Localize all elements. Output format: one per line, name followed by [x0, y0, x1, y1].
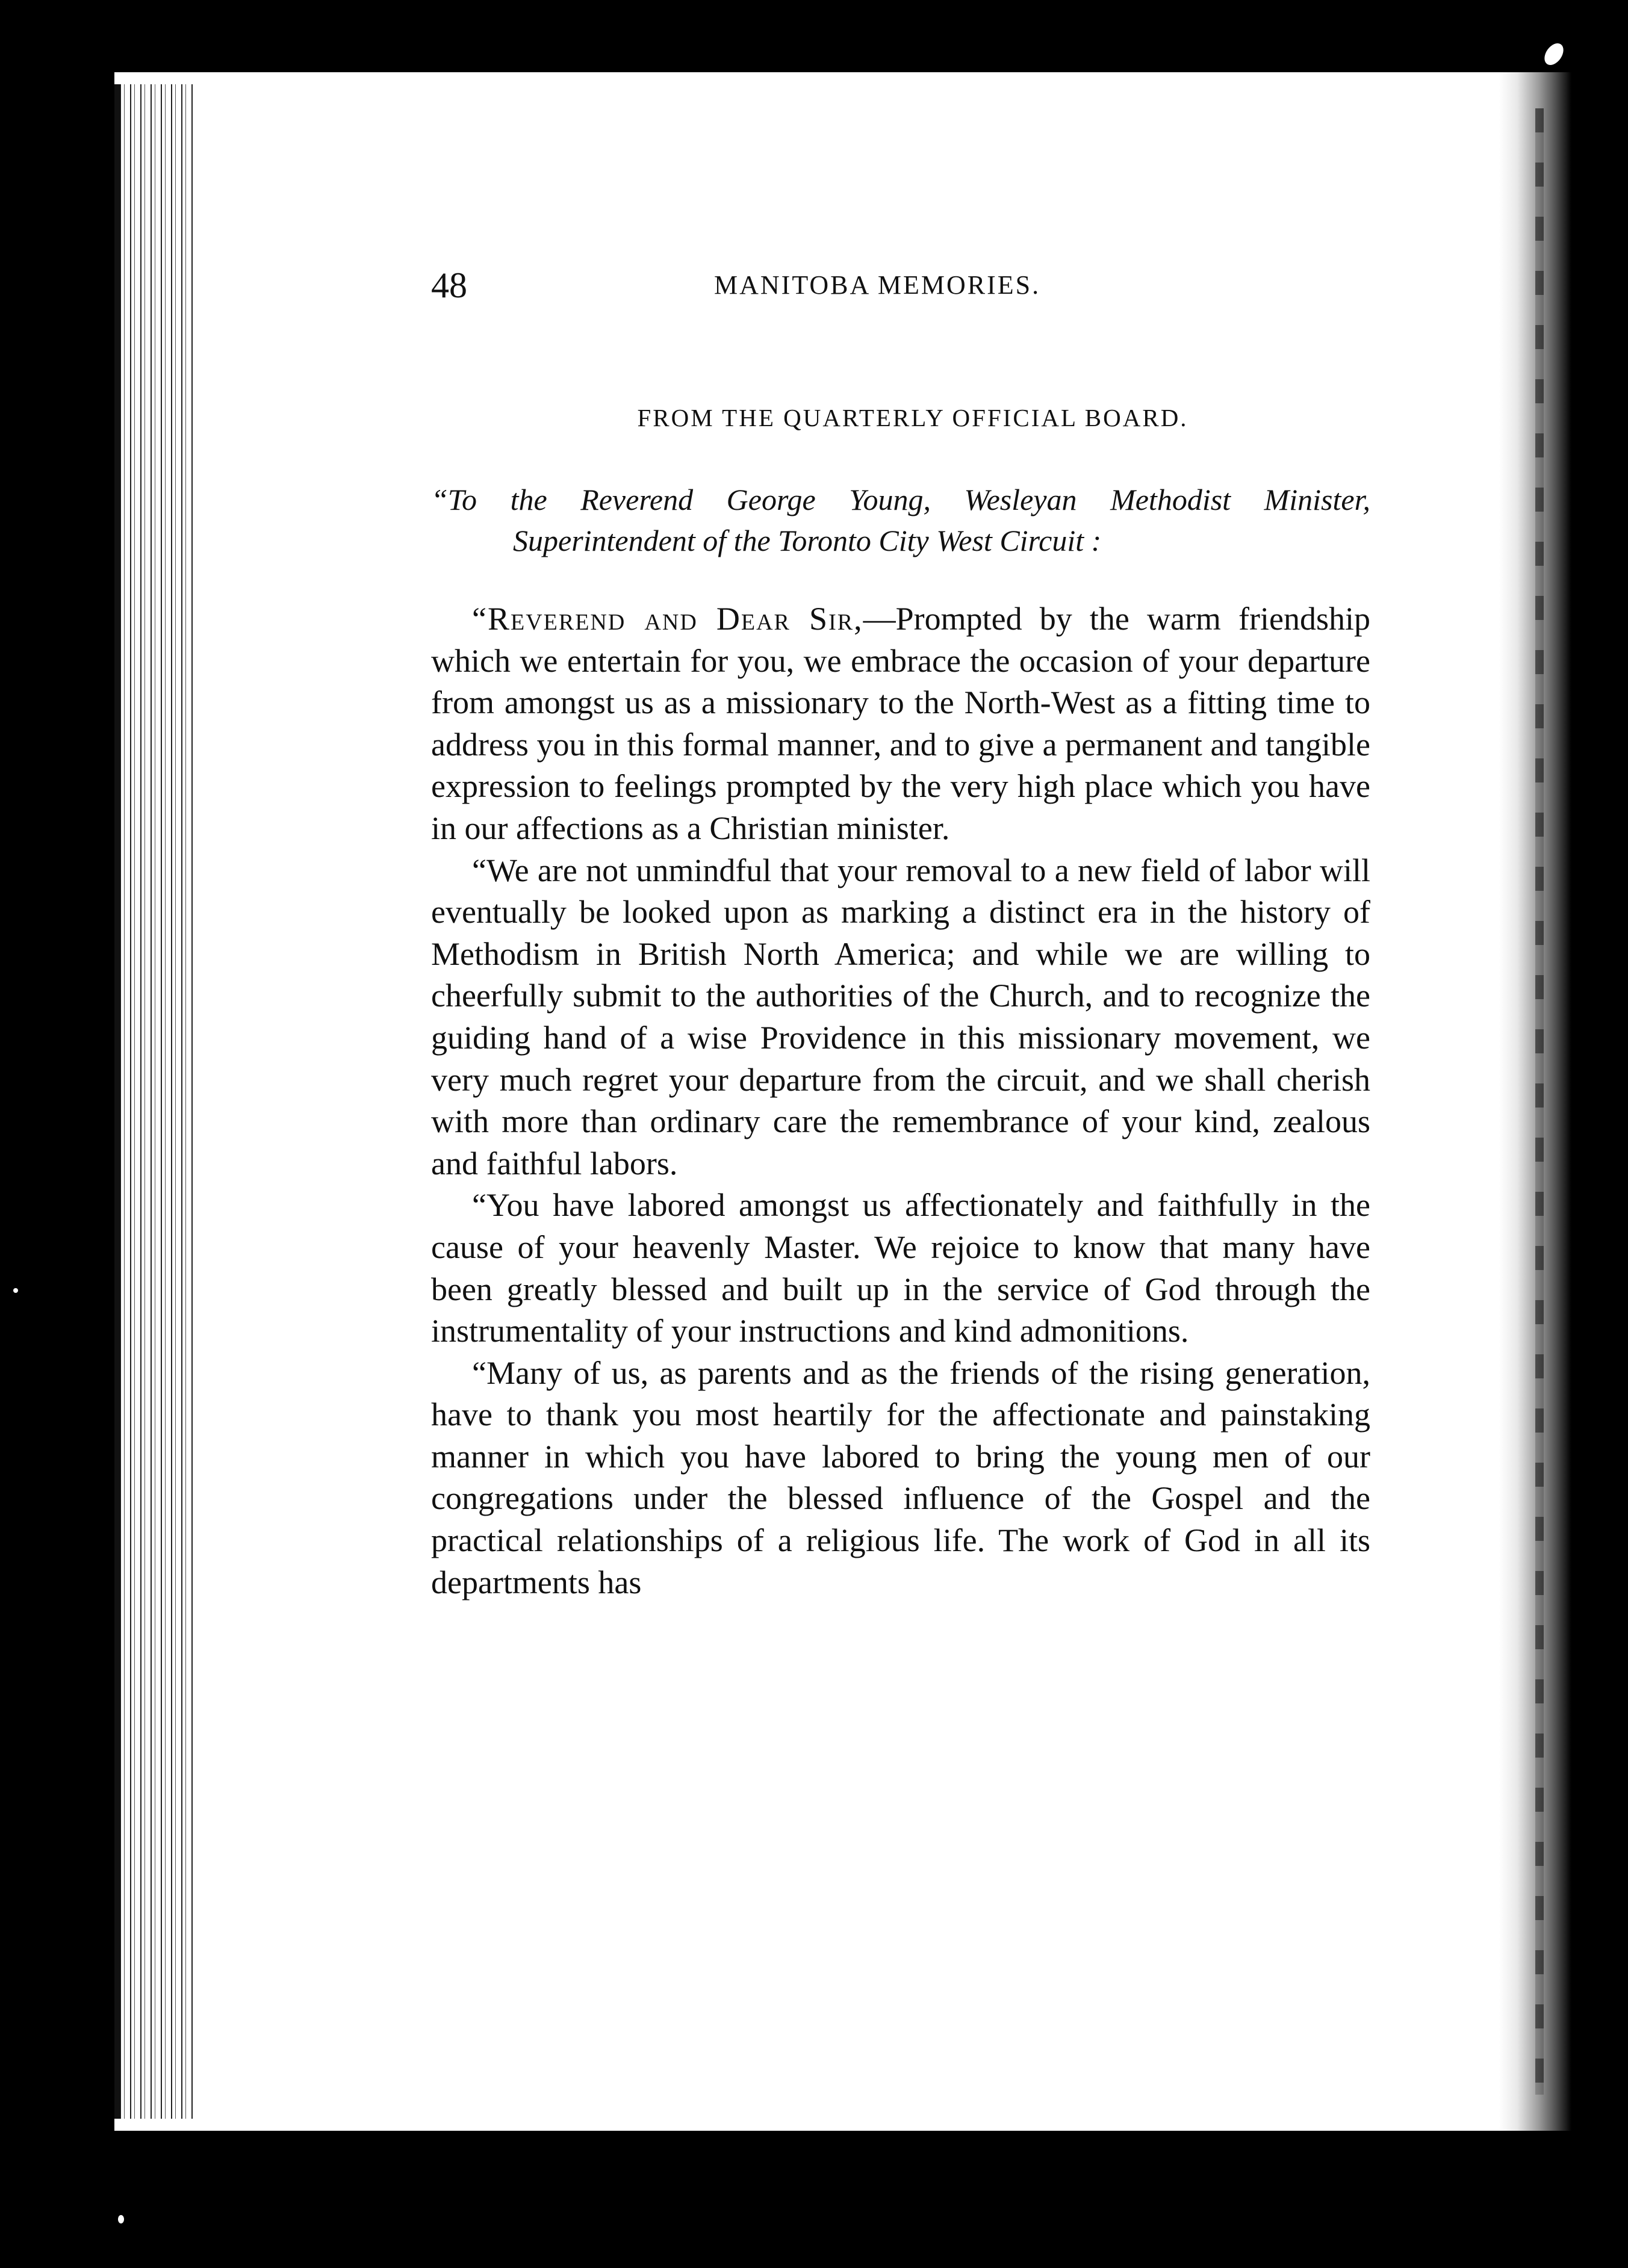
page-text-block: [431, 265, 1370, 1603]
paragraph-3: “You have labored amongst us affectionately and faithfully in the cause of your heavenly Master. We rejoice to know that many have been greatly blessed and built up in the service of God through the instrumentality of your instructions and kind admonitions.: [431, 1187, 1370, 1349]
paragraph-1-text: —Prompted by the warm friendship which we entertain for you, we embrace the occasion of your departure from amongst us as a missionary to the North-West as a fitting time to address you in this formal manner, and to give a permanent and tangible expression to feelings prompted by the very high place which you have in our affections as a Christian minister.: [431, 601, 1370, 846]
page-number: 48: [431, 265, 467, 305]
paragraph-1: [431, 598, 1370, 850]
page-edges-left: [114, 84, 193, 2119]
scan-speck: [1541, 40, 1567, 69]
scan-speck: [13, 1288, 18, 1293]
scan-speck: [118, 2215, 124, 2223]
gutter-shadow-band: [1535, 108, 1544, 2095]
address-line: “To the Reverend George Young, Wesleyan Methodist Minister, Superintendent of the Toronto City West Circuit :: [431, 483, 1370, 557]
page-header: [431, 265, 1370, 319]
paragraph-4: “Many of us, as parents and as the friends of the rising generation, have to thank you most heartily for the affectionate and painstaking manner in which you have labored to bring the young men of our congregations under the blessed influence of the Gospel and the practical relationships of a religious life. The work of God in all its departments has: [431, 1354, 1370, 1600]
running-head: MANITOBA MEMORIES.: [714, 270, 1041, 300]
binding-gutter-right: [1499, 72, 1571, 2131]
paragraph-2: “We are not unmindful that your removal to a new field of labor will eventually be looked upon as marking a distinct era in the history of Methodism in British North America; and while we are willing to cheerfully submit to the authorities of the Church, and to recognize the guiding hand of a wise Providence in this missionary movement, we very much regret your departure from the circuit, and we shall cherish with more than ordinary care the remembrance of your kind, zealous and faithful labors.: [431, 852, 1370, 1182]
section-heading: FROM THE QUARTERLY OFFICIAL BOARD.: [637, 404, 1188, 432]
salutation: “Reverend and Dear Sir,: [472, 601, 863, 637]
